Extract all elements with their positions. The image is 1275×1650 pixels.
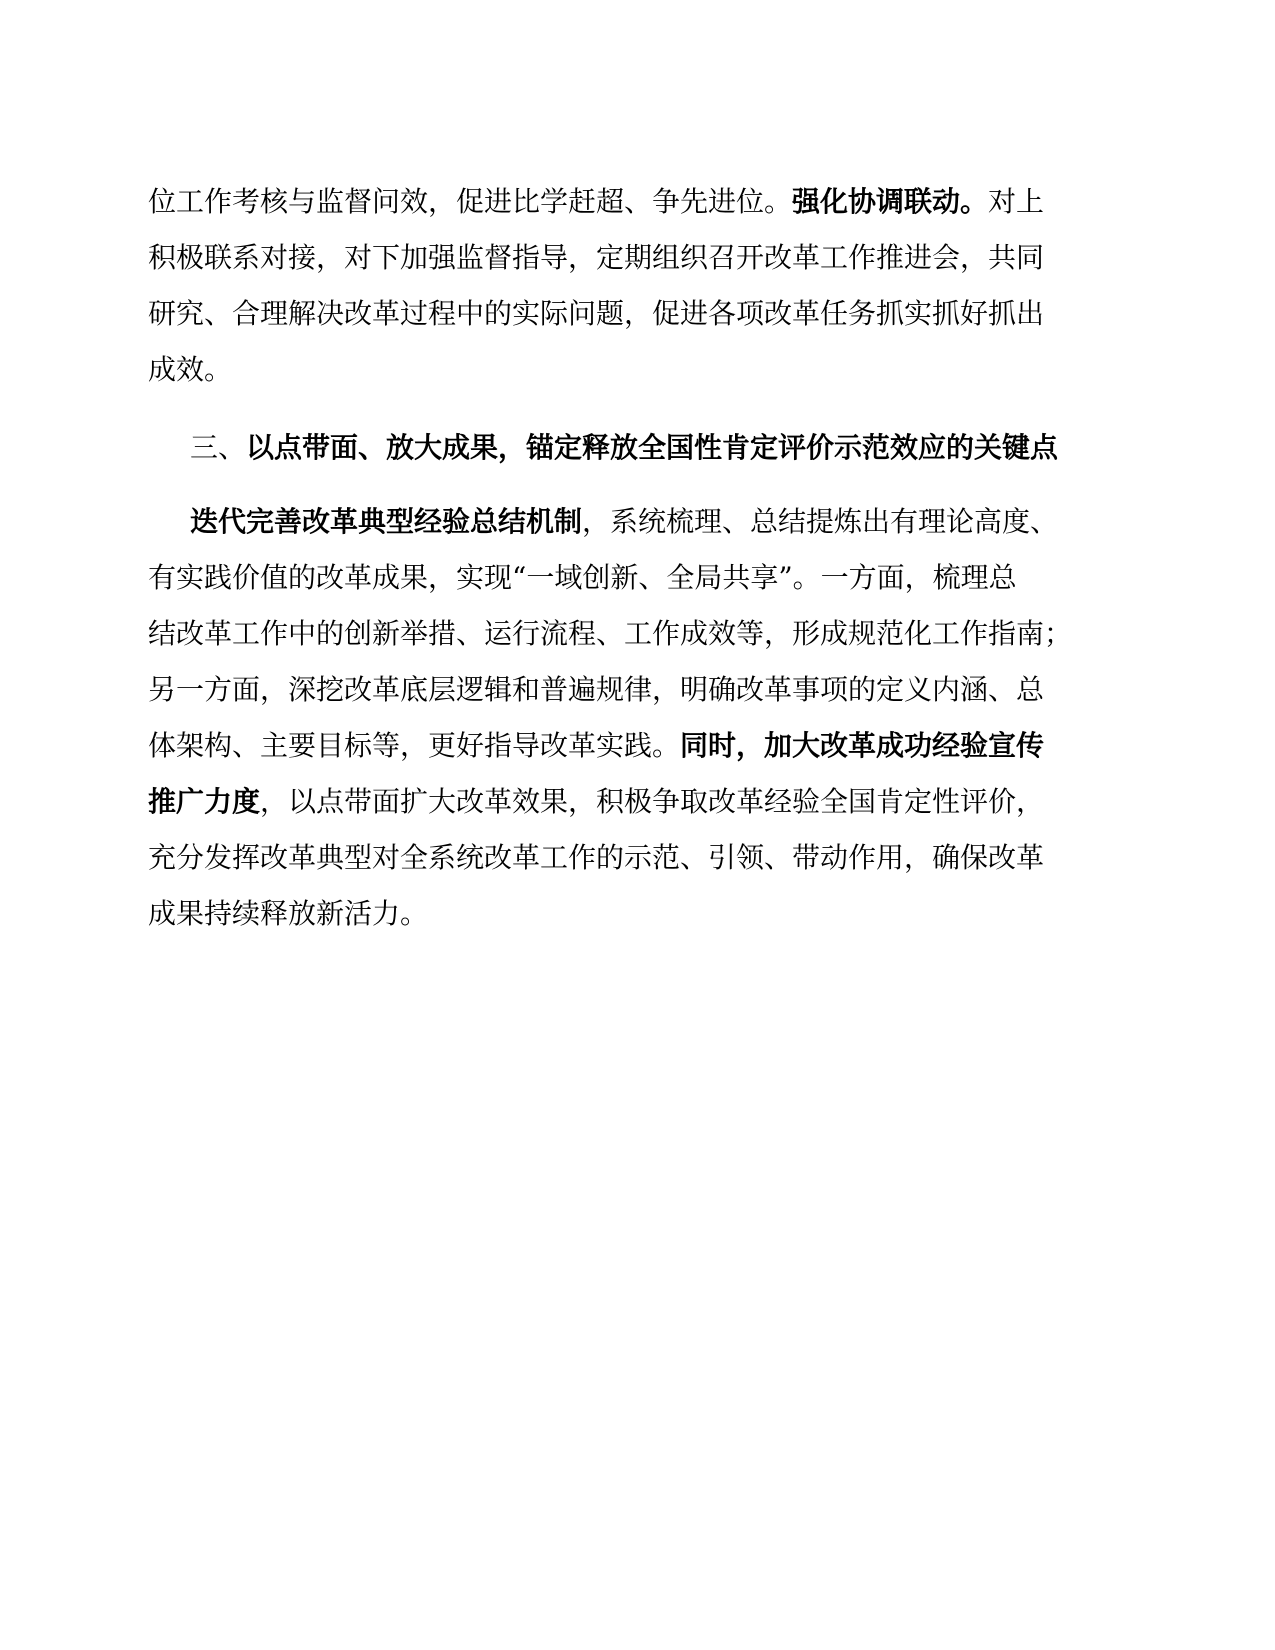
text-line: 成果持续释放新活力。 (148, 897, 429, 930)
text-line: 有实践价值的改革成果，实现“一域创新、全局共享”。一方面，梳理总 (148, 561, 1017, 594)
text-line (148, 182, 1044, 222)
text-run: 位工作考核与监督问效，促进比学赶超、争先进位。 (148, 185, 793, 218)
text-run: 体架构、主要目标等，更好指导改革实践。 (148, 729, 681, 762)
text-line: 充分发挥改革典型对全系统改革工作的示范、引领、带动作用，确保改革 (148, 841, 1045, 874)
text-line (148, 726, 1044, 766)
text-line (190, 502, 1058, 542)
section-heading (190, 428, 1058, 468)
text-line: 另一方面，深挖改革底层逻辑和普遍规律，明确改革事项的定义内涵、总 (148, 673, 1045, 706)
bold-phrase: 迭代完善改革典型经验总结机制 (190, 505, 583, 538)
text-line: 积极联系对接，对下加强监督指导，定期组织召开改革工作推进会，共同 (148, 241, 1045, 274)
bold-phrase: 同时，加大改革成功经验宣传 (680, 729, 1045, 762)
text-line: 结改革工作中的创新举措、运行流程、工作成效等，形成规范化工作指南； (148, 617, 1073, 650)
heading-number: 三、 (190, 431, 247, 464)
text-line (148, 782, 1044, 822)
text-run: ，以点带面扩大改革效果，积极争取改革经验全国肯定性评价， (260, 785, 1045, 818)
bold-phrase: 强化协调联动。 (792, 185, 989, 218)
text-line: 成效。 (148, 353, 233, 386)
bold-phrase: 推广力度 (148, 785, 261, 818)
heading-title: 以点带面、放大成果，锚定释放全国性肯定评价示范效应的关键点 (246, 431, 1059, 464)
text-line: 研究、合理解决改革过程中的实际问题，促进各项改革任务抓实抓好抓出 (148, 297, 1045, 330)
text-run: ，系统梳理、总结提炼出有理论高度、 (582, 505, 1059, 538)
text-run: 对上 (988, 185, 1045, 218)
